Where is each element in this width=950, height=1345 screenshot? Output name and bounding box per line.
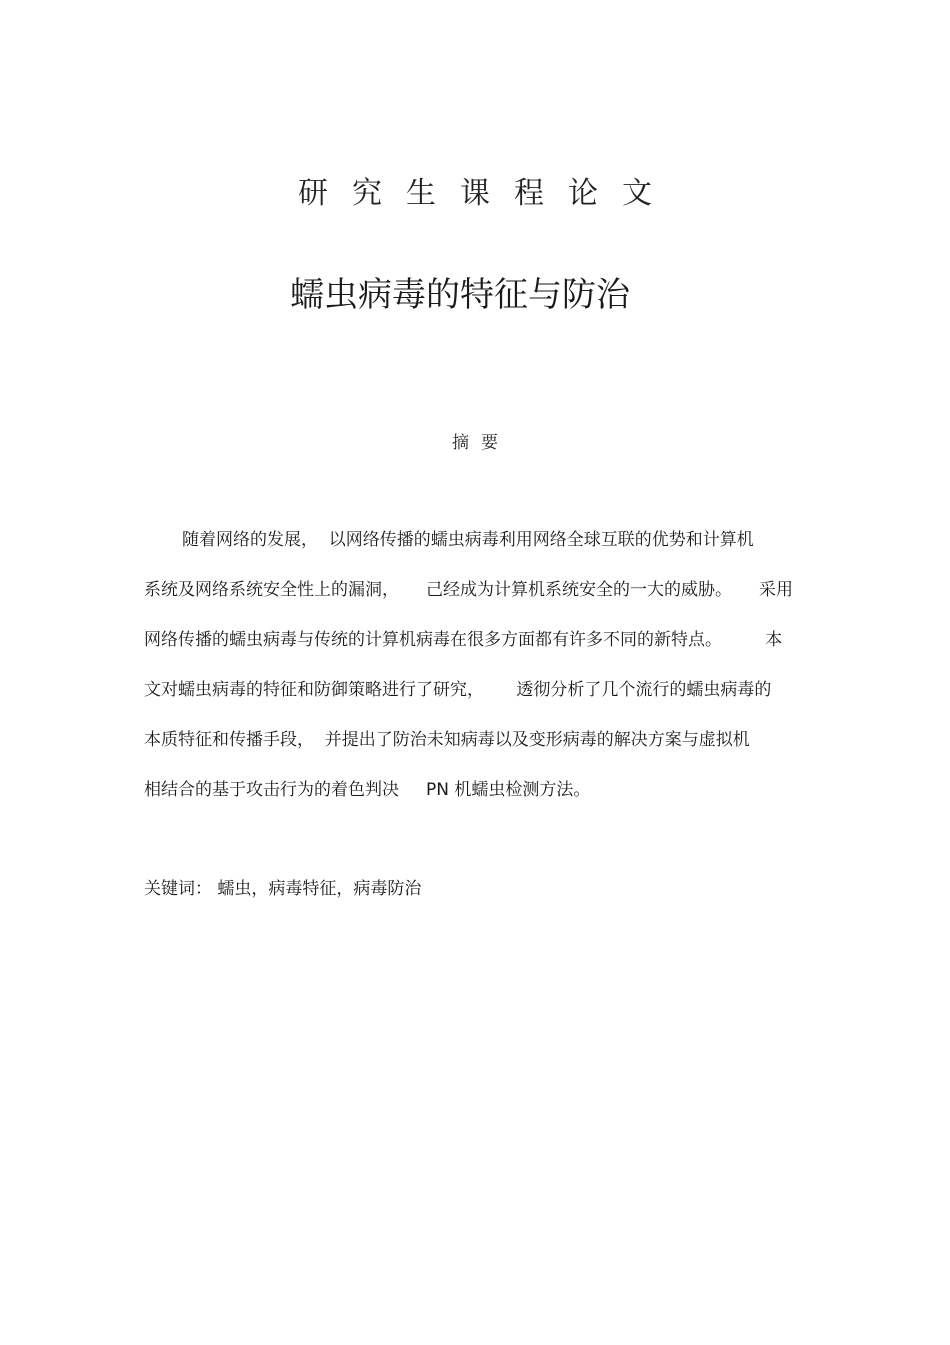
paper-title: 蠕虫病毒的特征与防治 bbox=[290, 275, 630, 315]
abstract-line: 网络传播的蠕虫病毒与传统的计算机病毒在很多方面都有许多不同的新特点。 本 bbox=[144, 630, 783, 650]
abstract-line: 相结合的基于攻击行为的着色判决 PN 机蠕虫检测方法。 bbox=[144, 780, 591, 800]
keywords-line bbox=[144, 877, 421, 902]
abstract-line: 随着网络的发展， 以网络传播的蠕虫病毒利用网络全球互联的优势和计算机 bbox=[182, 530, 754, 550]
abstract-line: 本质特征和传播手段， 并提出了防治未知病毒以及变形病毒的解决方案与虚拟机 bbox=[144, 730, 750, 750]
keywords-value: 蠕虫，病毒特征，病毒防治 bbox=[217, 879, 422, 899]
abstract-heading: 摘要 bbox=[452, 433, 510, 453]
abstract-line: 文对蠕虫病毒的特征和防御策略进行了研究， 透彻分析了几个流行的蠕虫病毒的 bbox=[144, 680, 772, 700]
keywords-label: 关键词： bbox=[144, 879, 212, 899]
abstract-body bbox=[144, 528, 808, 828]
document-type-heading: 研究生课程论文 bbox=[298, 176, 676, 211]
abstract-line: 系统及网络系统安全性上的漏洞， 己经成为计算机系统安全的一大的威胁。 采用 bbox=[144, 580, 794, 600]
